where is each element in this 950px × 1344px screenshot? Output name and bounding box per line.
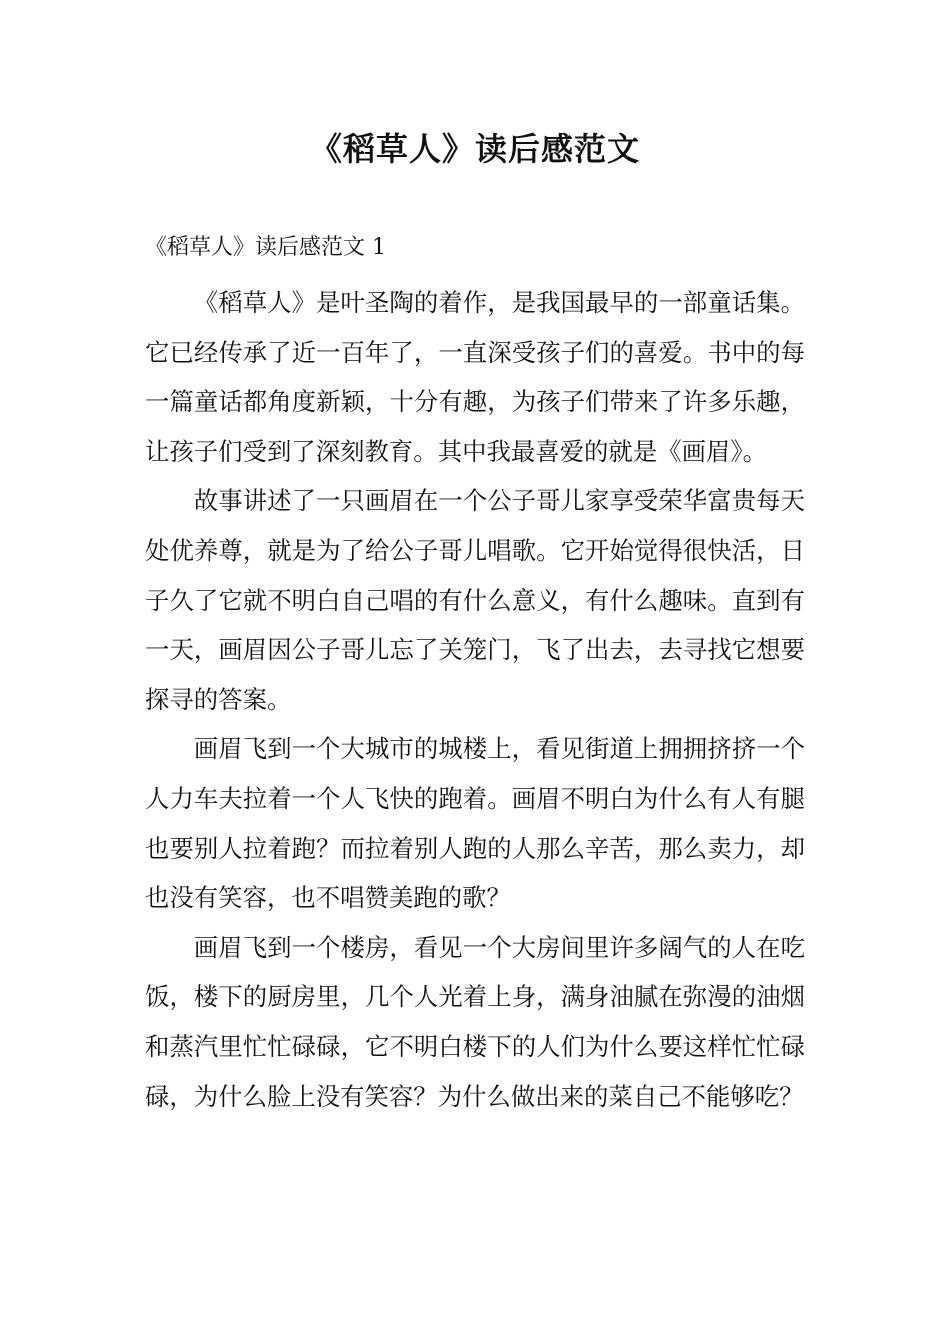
paragraph-3: 画眉飞到一个大城市的城楼上，看见街道上拥拥挤挤一个人力车夫拉着一个人飞快的跑着。画眉不明白为什么有人有腿也要别人拉着跑？而拉着别人跑的人那么辛苦，那么卖力，却也没有笑容，也不唱赞美跑的歌？ [145,734,805,913]
paragraph-2: 故事讲述了一只画眉在一个公子哥儿家享受荣华富贵每天处优养尊，就是为了给公子哥儿唱歌。它开始觉得很快活，日子久了它就不明白自己唱的有什么意义，有什么趣味。直到有一天，画眉因公子哥儿忘了关笼门，飞了出去，去寻找它想要探寻的答案。 [145,486,805,714]
paragraph-1: 《稻草人》是叶圣陶的着作，是我国最早的一部童话集。它已经传承了近一百年了，一直深受孩子们的喜爱。书中的每一篇童话都角度新颖，十分有趣，为孩子们带来了许多乐趣，让孩子们受到了深刻教育。其中我最喜爱的就是《画眉》。 [145,288,805,466]
section-heading: 《稻草人》读后感范文 1 [145,235,386,260]
document-body [145,278,805,1121]
document-title: 《稻草人》读后感范文 [309,130,640,168]
paragraph-4: 画眉飞到一个楼房，看见一个大房间里许多阔气的人在吃饭，楼下的厨房里，几个人光着上身，满身油腻在弥漫的油烟和蒸汽里忙忙碌碌，它不明白楼下的人们为什么要这样忙忙碌碌，为什么脸上没有笑容？为什么做出来的菜自己不能够吃？ [145,932,805,1111]
